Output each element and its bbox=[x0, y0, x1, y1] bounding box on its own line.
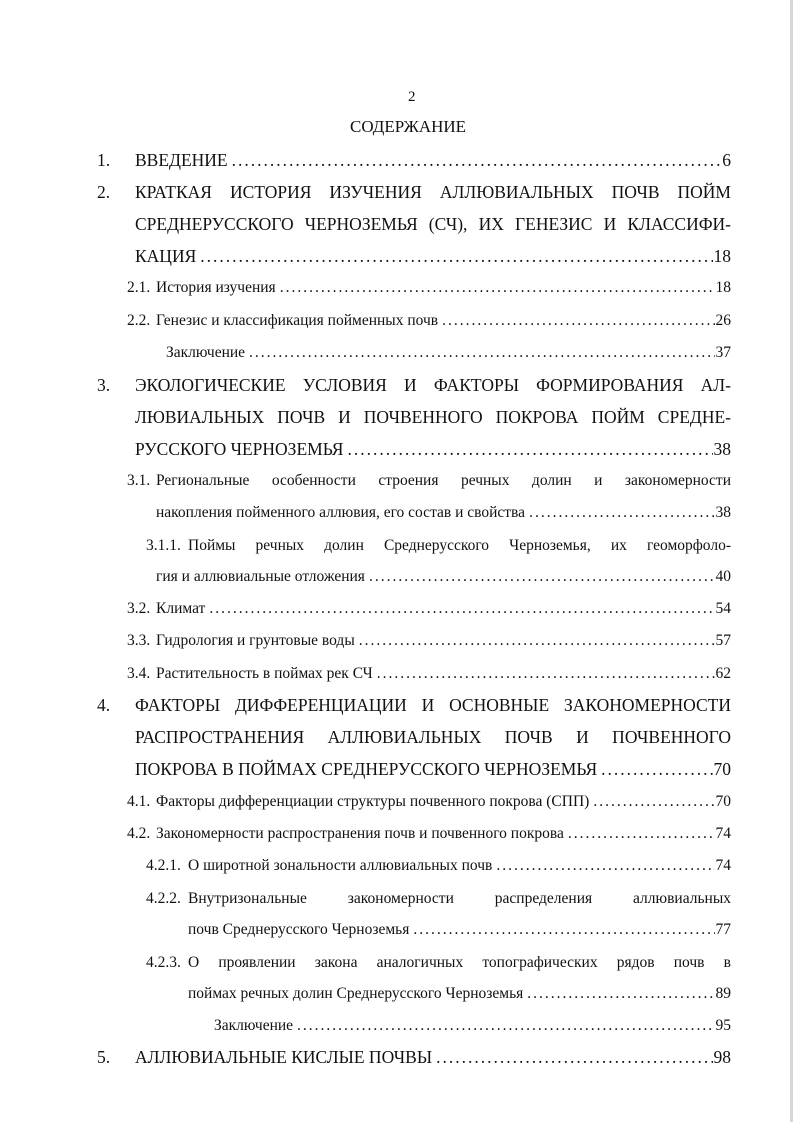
page-title: СОДЕРЖАНИЕ bbox=[350, 117, 467, 136]
toc-page-4-2: 74 bbox=[715, 825, 731, 842]
toc-entry-3-4[interactable] bbox=[156, 665, 731, 683]
toc-number-3: 3. bbox=[97, 375, 111, 395]
toc-number-4-1: 4.1. bbox=[127, 793, 151, 810]
toc-entry-4-2-3-line-2: поймах речных долин Среднерусского Черноземья bbox=[188, 985, 524, 1002]
toc-entry-3-line-2[interactable]: ЛЮВИАЛЬНЫХ ПОЧВ И ПОЧВЕННОГО ПОКРОВА ПОЙМ СРЕДНЕ- bbox=[135, 407, 731, 427]
toc-page-2-conclusion: 37 bbox=[715, 344, 731, 361]
toc-entry-4-2-3[interactable] bbox=[188, 985, 731, 1003]
toc-entry-4-1[interactable] bbox=[156, 793, 731, 811]
toc-page-3-4: 62 bbox=[715, 665, 731, 682]
toc-page-4-2-3: 89 bbox=[715, 985, 731, 1002]
toc-entry-2-1-text: История изучения bbox=[156, 279, 276, 296]
toc-entry-4-line-3: ПОКРОВА В ПОЙМАХ СРЕДНЕРУССКОГО ЧЕРНОЗЕМЬЯ bbox=[135, 759, 598, 779]
toc-entry-4-2-1[interactable] bbox=[188, 857, 731, 875]
toc-page-4: 70 bbox=[713, 759, 731, 779]
toc-entry-5-text: АЛЛЮВИАЛЬНЫЕ КИСЛЫЕ ПОЧВЫ bbox=[135, 1047, 433, 1067]
toc-entry-4-conclusion[interactable] bbox=[214, 1017, 731, 1035]
toc-entry-4-2-text: Закономерности распространения почв и почвенного покрова bbox=[156, 825, 564, 842]
toc-page-3-2: 54 bbox=[715, 600, 731, 617]
toc-number-3-4: 3.4. bbox=[127, 665, 151, 682]
leader-dots bbox=[200, 246, 712, 267]
toc-entry-4-2-1-text: О широтной зональности аллювиальных почв bbox=[188, 857, 493, 874]
toc-page-2-2: 26 bbox=[715, 312, 731, 329]
leader-dots bbox=[369, 568, 715, 586]
toc-number-5: 5. bbox=[97, 1047, 111, 1067]
toc-entry-4-2-2-line-2: почв Среднерусского Черноземья bbox=[188, 921, 410, 938]
leader-dots bbox=[527, 985, 714, 1003]
toc-entry-1[interactable] bbox=[135, 150, 731, 171]
toc-entry-3-3[interactable] bbox=[156, 632, 731, 650]
toc-entry-3-1-1-line-2: гия и аллювиальные отложения bbox=[156, 568, 365, 585]
toc-entry-2-1[interactable] bbox=[156, 279, 731, 297]
toc-entry-4-line-1[interactable]: ФАКТОРЫ ДИФФЕРЕНЦИАЦИИ И ОСНОВНЫЕ ЗАКОНОМЕРНОСТИ bbox=[135, 695, 731, 715]
toc-entry-4[interactable] bbox=[135, 759, 731, 780]
leader-dots bbox=[593, 793, 714, 811]
leader-dots bbox=[347, 439, 712, 460]
toc-entry-3[interactable] bbox=[135, 439, 731, 460]
toc-entry-2-2-text: Генезис и классификация пойменных почв bbox=[156, 312, 439, 329]
toc-number-3-1: 3.1. bbox=[127, 472, 151, 489]
leader-dots bbox=[436, 1047, 712, 1068]
toc-entry-3-2-text: Климат bbox=[156, 600, 206, 617]
page-number: 2 bbox=[408, 89, 416, 105]
toc-entry-2-conclusion-text: Заключение bbox=[166, 344, 246, 361]
toc-entry-4-2-2-line-1[interactable]: Внутризональные закономерности распределения аллювиальных bbox=[188, 890, 731, 907]
toc-entry-3-line-1[interactable]: ЭКОЛОГИЧЕСКИЕ УСЛОВИЯ И ФАКТОРЫ ФОРМИРОВАНИЯ АЛ- bbox=[135, 375, 731, 395]
leader-dots bbox=[232, 150, 722, 171]
toc-page-2: 18 bbox=[713, 246, 731, 266]
toc-page-4-2-2: 77 bbox=[715, 921, 731, 938]
toc-entry-1-text: ВВЕДЕНИЕ bbox=[135, 150, 228, 170]
toc-number-2: 2. bbox=[97, 182, 111, 202]
leader-dots bbox=[297, 1017, 714, 1035]
toc-entry-3-line-3: РУССКОГО ЧЕРНОЗЕМЬЯ bbox=[135, 439, 344, 459]
toc-number-3-1-1: 3.1.1. bbox=[146, 537, 181, 554]
toc-page-3-3: 57 bbox=[715, 632, 731, 649]
toc-number-4-2-1: 4.2.1. bbox=[146, 857, 181, 874]
toc-number-4-2: 4.2. bbox=[127, 825, 151, 842]
toc-number-3-2: 3.2. bbox=[127, 600, 151, 617]
toc-entry-4-line-2[interactable]: РАСПРОСТРАНЕНИЯ АЛЛЮВИАЛЬНЫХ ПОЧВ И ПОЧВЕННОГО bbox=[135, 727, 731, 747]
leader-dots bbox=[249, 344, 714, 362]
leader-dots bbox=[280, 279, 715, 297]
toc-number-2-2: 2.2. bbox=[127, 312, 151, 329]
leader-dots bbox=[359, 632, 715, 650]
leader-dots bbox=[529, 504, 714, 522]
toc-page-4-conclusion: 95 bbox=[715, 1017, 731, 1034]
toc-number-4-2-2: 4.2.2. bbox=[146, 890, 181, 907]
leader-dots bbox=[377, 665, 715, 683]
toc-number-4: 4. bbox=[97, 695, 111, 715]
toc-entry-3-1[interactable] bbox=[156, 504, 731, 522]
toc-entry-4-1-text: Факторы дифференциации структуры почвенного покрова (СПП) bbox=[156, 793, 590, 810]
toc-page-3-1: 38 bbox=[715, 504, 731, 521]
toc-page-4-2-1: 74 bbox=[715, 857, 731, 874]
toc-entry-3-2[interactable] bbox=[156, 600, 731, 618]
toc-entry-4-2[interactable] bbox=[156, 825, 731, 843]
toc-entry-2-line-1[interactable]: КРАТКАЯ ИСТОРИЯ ИЗУЧЕНИЯ АЛЛЮВИАЛЬНЫХ ПОЧВ ПОЙМ bbox=[135, 182, 731, 202]
toc-number-2-1: 2.1. bbox=[127, 279, 151, 296]
toc-number-3-3: 3.3. bbox=[127, 632, 151, 649]
toc-entry-2-2[interactable] bbox=[156, 312, 731, 330]
toc-entry-3-1-1-line-1[interactable]: Поймы речных долин Среднерусского Черноземья, их геоморфоло- bbox=[188, 537, 731, 554]
toc-page-3: 38 bbox=[713, 439, 731, 459]
leader-dots bbox=[601, 759, 712, 780]
toc-entry-2-conclusion[interactable] bbox=[166, 344, 731, 362]
toc-entry-3-4-text: Растительность в поймах рек СЧ bbox=[156, 665, 373, 682]
toc-number-1: 1. bbox=[97, 150, 111, 170]
toc-entry-3-1-line-2: накопления пойменного аллювия, его состав и свойства bbox=[156, 504, 526, 521]
leader-dots bbox=[496, 857, 714, 875]
toc-entry-3-1-line-1[interactable]: Региональные особенности строения речных долин и закономерности bbox=[156, 472, 731, 489]
toc-page-3-1-1: 40 bbox=[715, 568, 731, 585]
toc-entry-5[interactable] bbox=[135, 1047, 731, 1068]
toc-entry-4-conclusion-text: Заключение bbox=[214, 1017, 294, 1034]
toc-entry-3-1-1[interactable] bbox=[156, 568, 731, 586]
leader-dots bbox=[442, 312, 714, 330]
toc-entry-4-2-2[interactable] bbox=[188, 921, 731, 939]
toc-entry-4-2-3-line-1[interactable]: О проявлении закона аналогичных топографических рядов почв в bbox=[188, 954, 731, 971]
toc-page-4-1: 70 bbox=[715, 793, 731, 810]
toc-entry-3-3-text: Гидрология и грунтовые воды bbox=[156, 632, 355, 649]
leader-dots bbox=[413, 921, 714, 939]
toc-page-5: 98 bbox=[713, 1047, 731, 1067]
leader-dots bbox=[209, 600, 714, 618]
toc-entry-2-line-2[interactable]: СРЕДНЕРУССКОГО ЧЕРНОЗЕМЬЯ (СЧ), ИХ ГЕНЕЗИС И КЛАССИФИ- bbox=[135, 214, 731, 234]
toc-number-4-2-3: 4.2.3. bbox=[146, 954, 181, 971]
toc-page-1: 6 bbox=[722, 150, 731, 170]
toc-page-2-1: 18 bbox=[715, 279, 731, 296]
leader-dots bbox=[568, 825, 715, 843]
toc-entry-2-line-3: КАЦИЯ bbox=[135, 246, 197, 266]
toc-entry-2[interactable] bbox=[135, 246, 731, 267]
